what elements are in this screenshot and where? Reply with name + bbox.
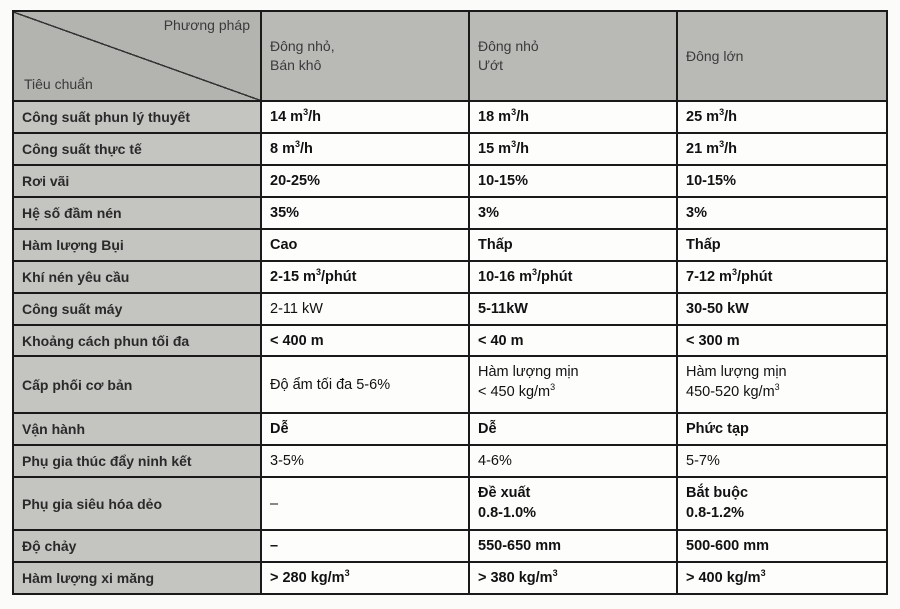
table-row	[13, 477, 887, 530]
value-main: 10-16 m	[478, 268, 533, 285]
value-cell	[469, 197, 677, 229]
value-text	[270, 205, 299, 221]
value-text	[478, 173, 528, 189]
value-main: 2-15 m	[270, 268, 316, 285]
value-cell	[261, 229, 469, 261]
value-cell	[677, 229, 887, 261]
value-text	[270, 538, 278, 554]
value-main: Thấp	[686, 236, 721, 253]
value-main: 550-650 mm	[478, 538, 562, 555]
value-cell	[469, 165, 677, 197]
value-cell	[261, 325, 469, 357]
column-header-small-wet	[469, 11, 677, 101]
value-cell	[677, 356, 887, 413]
value-unit-suffix: /phút	[736, 268, 773, 285]
column-header-large	[677, 11, 887, 101]
value-main: Đề xuất	[478, 484, 531, 501]
value-text	[686, 301, 749, 317]
value-superscript: 3	[760, 568, 766, 579]
value-text	[270, 453, 304, 469]
value-text	[478, 109, 529, 125]
value-cell	[261, 413, 469, 445]
value-unit-suffix: /h	[516, 109, 529, 126]
value-text	[686, 333, 740, 349]
value-main: Dễ	[478, 420, 497, 437]
header-row	[13, 11, 887, 101]
value-text	[270, 141, 313, 157]
value-second-line-text: 450-520 kg/m	[686, 384, 775, 401]
criterion-label: Tiêu chuẩn	[24, 76, 93, 93]
value-second-line-text: 0.8-1.0%	[478, 504, 537, 521]
value-main: Bắt buộc	[686, 484, 749, 501]
value-cell	[261, 530, 469, 562]
value-cell	[261, 261, 469, 293]
value-main: 21 m	[686, 141, 720, 158]
criterion-cell: Công suất máy	[13, 293, 261, 325]
column-header-line1: Đông nhỏ,	[270, 38, 335, 55]
value-cell	[469, 133, 677, 165]
method-label: Phương pháp	[163, 17, 250, 33]
value-main: Dễ	[270, 420, 289, 437]
value-text	[478, 538, 561, 554]
criterion-cell: Công suất phun lý thuyết	[13, 101, 261, 133]
value-cell	[261, 101, 469, 133]
value-main: > 380 kg/m	[478, 570, 553, 587]
value-second-line	[686, 503, 878, 523]
value-text	[686, 421, 749, 437]
column-header-line1: Đông nhỏ	[478, 38, 539, 55]
criterion-cell: Độ chảy	[13, 530, 261, 562]
value-superscript: 3	[774, 382, 780, 393]
value-text	[686, 362, 878, 382]
criterion-cell: Rơi vãi	[13, 165, 261, 197]
value-text	[478, 421, 497, 437]
value-superscript: 3	[315, 266, 321, 277]
value-text	[270, 173, 320, 189]
value-main: 3-5%	[270, 452, 304, 469]
value-superscript: 3	[731, 266, 737, 277]
value-cell	[469, 477, 677, 530]
value-main: –	[270, 538, 279, 555]
value-text	[478, 570, 558, 586]
value-text	[270, 377, 390, 393]
table-row	[13, 325, 887, 357]
value-cell	[261, 197, 469, 229]
value-unit-suffix: /phút	[320, 268, 357, 285]
criterion-cell: Hệ số đầm nén	[13, 197, 261, 229]
value-superscript: 3	[511, 107, 517, 118]
value-unit-suffix: /h	[724, 109, 737, 126]
value-cell	[261, 477, 469, 530]
value-main: 4-6%	[478, 452, 512, 469]
table-row	[13, 445, 887, 477]
value-main: Hàm lượng mịn	[478, 364, 579, 381]
value-cell	[677, 133, 887, 165]
value-main: Hàm lượng mịn	[686, 364, 787, 381]
value-second-line	[478, 382, 668, 402]
table-row	[13, 101, 887, 133]
value-cell	[261, 133, 469, 165]
value-main: 14 m	[270, 109, 304, 126]
value-unit-suffix: /h	[300, 141, 313, 158]
value-cell	[469, 413, 677, 445]
value-main: 15 m	[478, 141, 512, 158]
value-text	[270, 266, 357, 285]
value-text	[686, 141, 737, 157]
value-text	[270, 333, 324, 349]
comparison-table	[12, 10, 888, 595]
diagonal-header-cell	[13, 11, 261, 101]
value-text	[478, 362, 668, 382]
value-superscript: 3	[303, 107, 309, 118]
table-row	[13, 133, 887, 165]
value-cell	[261, 293, 469, 325]
value-main: 500-600 mm	[686, 538, 770, 555]
value-cell	[677, 261, 887, 293]
value-cell	[261, 165, 469, 197]
value-text	[478, 483, 668, 503]
value-main: 5-7%	[686, 452, 720, 469]
value-cell	[677, 413, 887, 445]
value-text	[478, 237, 513, 253]
value-unit-suffix: /h	[724, 141, 737, 158]
value-text	[686, 205, 707, 221]
value-text	[478, 333, 524, 349]
value-text	[478, 453, 512, 469]
value-cell	[469, 445, 677, 477]
value-text	[686, 570, 766, 586]
value-main: 35%	[270, 205, 300, 222]
value-cell	[677, 101, 887, 133]
value-text	[270, 109, 321, 125]
table-row	[13, 229, 887, 261]
value-cell	[677, 325, 887, 357]
value-cell	[469, 325, 677, 357]
column-header-line2: Ướt	[478, 57, 504, 74]
value-second-line	[478, 503, 668, 523]
table-row	[13, 413, 887, 445]
value-text	[686, 266, 773, 285]
value-second-line	[686, 382, 878, 402]
value-text	[686, 173, 736, 189]
value-text	[686, 483, 878, 503]
value-main: > 280 kg/m	[270, 570, 345, 587]
column-header-line2: Bán khô	[270, 57, 322, 74]
value-main: 5-11kW	[478, 300, 528, 317]
value-superscript: 3	[719, 107, 725, 118]
value-cell	[677, 445, 887, 477]
value-cell	[469, 101, 677, 133]
table-row	[13, 356, 887, 413]
value-superscript: 3	[344, 568, 350, 579]
value-main: < 40 m	[478, 332, 524, 349]
value-text	[478, 205, 499, 221]
value-main: Thấp	[478, 236, 513, 253]
value-main: 7-12 m	[686, 268, 732, 285]
value-main: 10-15%	[478, 173, 528, 190]
value-text	[270, 421, 289, 437]
value-unit-suffix: /phút	[537, 268, 573, 285]
value-cell	[469, 562, 677, 594]
value-text	[686, 538, 769, 554]
criterion-cell: Vận hành	[13, 413, 261, 445]
value-main: Cao	[270, 236, 298, 253]
value-main: 3%	[478, 205, 499, 222]
criterion-cell: Công suất thực tế	[13, 133, 261, 165]
value-text	[686, 109, 737, 125]
value-text	[686, 237, 721, 253]
value-superscript: 3	[511, 139, 517, 150]
table-row	[13, 197, 887, 229]
criterion-cell: Hàm lượng xi măng	[13, 562, 261, 594]
value-cell	[261, 356, 469, 413]
value-main: Độ ẩm tối đa 5-6%	[270, 376, 391, 393]
criterion-cell: Hàm lượng Bụi	[13, 229, 261, 261]
value-text	[270, 496, 278, 512]
value-superscript: 3	[295, 139, 301, 150]
table-row	[13, 261, 887, 293]
value-main: < 400 m	[270, 332, 324, 349]
value-main: 18 m	[478, 109, 512, 126]
value-cell	[261, 562, 469, 594]
table-row	[13, 293, 887, 325]
value-text	[478, 266, 573, 285]
value-main: < 300 m	[686, 332, 740, 349]
value-main: Phức tạp	[686, 420, 749, 437]
value-superscript: 3	[550, 382, 556, 393]
value-main: 25 m	[686, 109, 720, 126]
value-main: 2-11 kW	[270, 300, 323, 317]
value-cell	[677, 477, 887, 530]
value-superscript: 3	[719, 139, 725, 150]
value-cell	[469, 356, 677, 413]
table-row	[13, 562, 887, 594]
value-main: 10-15%	[686, 173, 736, 190]
value-text	[270, 237, 297, 253]
value-main: > 400 kg/m	[686, 570, 761, 587]
value-second-line-text: 0.8-1.2%	[686, 504, 745, 521]
value-second-line-text: < 450 kg/m	[478, 384, 551, 401]
value-main: 3%	[686, 205, 707, 222]
value-cell	[677, 562, 887, 594]
column-header-small-semi-dry	[261, 11, 469, 101]
value-superscript: 3	[532, 266, 538, 277]
column-header-line1: Đông lớn	[686, 47, 744, 64]
value-cell	[677, 197, 887, 229]
table-row	[13, 530, 887, 562]
value-main: –	[270, 495, 279, 512]
criterion-cell: Cấp phối cơ bản	[13, 356, 261, 413]
value-cell	[677, 293, 887, 325]
value-cell	[261, 445, 469, 477]
table-body	[13, 101, 887, 594]
value-text	[478, 301, 528, 317]
criterion-cell: Phụ gia siêu hóa dẻo	[13, 477, 261, 530]
value-main: 20-25%	[270, 173, 320, 190]
value-cell	[469, 229, 677, 261]
value-cell	[469, 293, 677, 325]
value-text	[270, 301, 323, 317]
value-main: 8 m	[270, 141, 295, 158]
value-text	[478, 141, 529, 157]
criterion-cell: Khoảng cách phun tối đa	[13, 325, 261, 357]
criterion-cell: Khí nén yêu cầu	[13, 261, 261, 293]
value-cell	[677, 530, 887, 562]
table-row	[13, 165, 887, 197]
value-unit-suffix: /h	[308, 109, 321, 126]
value-superscript: 3	[552, 568, 558, 579]
value-cell	[469, 261, 677, 293]
criterion-cell: Phụ gia thúc đẩy ninh kết	[13, 445, 261, 477]
value-unit-suffix: /h	[516, 141, 529, 158]
value-cell	[677, 165, 887, 197]
value-cell	[469, 530, 677, 562]
value-text	[270, 570, 350, 586]
value-text	[686, 453, 720, 469]
value-main: 30-50 kW	[686, 300, 749, 317]
